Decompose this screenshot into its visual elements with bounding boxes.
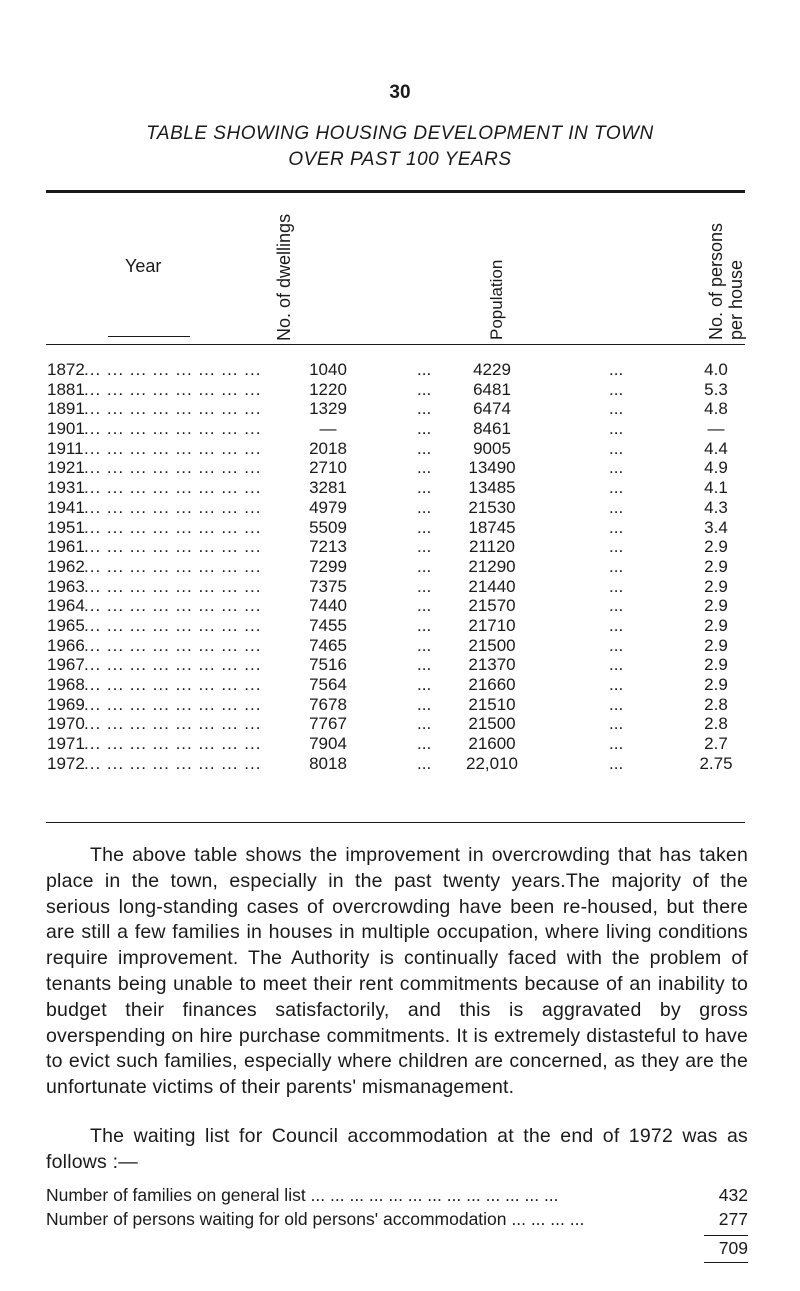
leader-dots: ... (417, 734, 432, 754)
table-row (0, 754, 800, 774)
cell-year: 1891 (47, 399, 85, 419)
table-row (0, 557, 800, 577)
cell-dwellings: 7767 (309, 714, 347, 734)
cell-persons-per-house: 2.9 (704, 576, 728, 596)
leader-dots: ... ... ... ... ... ... ... ... (84, 399, 262, 419)
leader-dots: ... (609, 694, 624, 714)
cell-year: 1921 (47, 458, 85, 478)
leader-dots: ... ... ... ... ... ... ... ... (84, 517, 262, 537)
leader-dots: ... (609, 615, 624, 635)
leader-dots: ... (609, 675, 624, 694)
cell-population: 22,010 (466, 753, 518, 773)
cell-persons-per-house: 4.9 (704, 458, 728, 478)
cell-dwellings: 5509 (309, 517, 347, 537)
cell-dwellings: 7904 (309, 734, 347, 754)
table-row (0, 596, 800, 616)
cell-population: 21600 (468, 734, 516, 754)
leader-dots: ... (609, 360, 624, 379)
leader-dots: ... (417, 596, 432, 616)
table-row (0, 577, 800, 597)
leader-dots: ... ... ... ... ... ... ... ... (84, 478, 262, 498)
leader-dots: ... ... ... ... ... ... ... ... (84, 379, 262, 399)
table-row (0, 734, 800, 754)
leader-dots: ... ... ... ... ... ... ... ... (84, 655, 262, 675)
cell-dwellings: 7440 (309, 596, 347, 616)
leader-dots: ... ... ... ... ... ... ... ... (84, 596, 262, 616)
cell-population: 21440 (468, 576, 516, 596)
table-row (0, 695, 800, 715)
table-bottom-rule (46, 822, 745, 823)
leader-dots: ... ... ... ... ... ... ... ... (84, 714, 262, 734)
header-dwellings: No. of dwellings (274, 213, 294, 341)
cell-year: 1911 (47, 438, 84, 458)
leader-dots: ... (609, 478, 624, 498)
cell-population: 21510 (468, 694, 516, 714)
cell-year: 1969 (47, 694, 85, 714)
leader-dots: ... (417, 694, 432, 714)
leader-dots: ... (609, 419, 624, 439)
cell-population: 8461 (473, 419, 511, 439)
cell-dwellings: 7516 (309, 655, 347, 675)
cell-population: 4229 (473, 360, 511, 379)
table-row (0, 636, 800, 656)
cell-population: 18745 (468, 517, 516, 537)
cell-persons-per-house: 2.9 (704, 537, 728, 557)
leader-dots: ... ... ... ... ... ... ... ... (84, 753, 262, 773)
leader-dots: ... (609, 379, 624, 399)
cell-year: 1962 (47, 556, 85, 576)
cell-year: 1881 (47, 379, 85, 399)
housing-table-body (0, 360, 800, 773)
table-row (0, 498, 800, 518)
leader-dots: ... (417, 714, 432, 734)
header-persons-line2: per house (726, 259, 746, 340)
cell-persons-per-house: 2.8 (704, 714, 728, 734)
cell-dwellings: 1329 (309, 399, 347, 419)
cell-year: 1967 (47, 655, 85, 675)
leader-dots: ... (609, 714, 624, 734)
cell-population: 13485 (468, 478, 516, 498)
leader-dots: ... ... ... ... ... ... ... ... (84, 497, 262, 517)
table-row (0, 399, 800, 419)
cell-dwellings: 4979 (309, 497, 347, 517)
cell-year: 1941 (47, 497, 85, 517)
cell-year: 1972 (47, 753, 85, 773)
leader-dots: ... (609, 497, 624, 517)
cell-dwellings: 7564 (309, 675, 347, 694)
cell-dwellings: 2710 (309, 458, 347, 478)
table-row (0, 655, 800, 675)
cell-persons-per-house: 5.3 (704, 379, 728, 399)
cell-year: 1968 (47, 675, 85, 694)
leader-dots: ... ... ... ... ... ... ... ... (84, 576, 262, 596)
waiting-list-label: Number of families on general list ... ... ... ... ... ... ... ... ... ... ... ... ... (46, 1185, 559, 1205)
leader-dots: ... (609, 655, 624, 675)
cell-year: 1931 (47, 478, 85, 498)
leader-dots: ... ... ... ... ... ... ... ... (84, 694, 262, 714)
table-row (0, 714, 800, 734)
cell-persons-per-house: 2.9 (704, 615, 728, 635)
waiting-list-label: Number of persons waiting for old persons' accommodation ... ... ... ... (46, 1209, 585, 1229)
cell-year: 1965 (47, 615, 85, 635)
cell-persons-per-house: 3.4 (704, 517, 728, 537)
cell-persons-per-house: 4.0 (704, 360, 728, 379)
cell-population: 21530 (468, 497, 516, 517)
table-title-line1: TABLE SHOWING HOUSING DEVELOPMENT IN TOWN (146, 123, 654, 144)
leader-dots: ... ... ... ... ... ... ... ... (84, 556, 262, 576)
cell-persons-per-house: 2.9 (704, 556, 728, 576)
cell-population: 21370 (468, 655, 516, 675)
leader-dots: ... ... ... ... ... ... ... ... (84, 419, 262, 439)
cell-population: 21500 (468, 635, 516, 655)
cell-persons-per-house: 4.8 (704, 399, 728, 419)
table-header-rule (46, 344, 745, 345)
cell-persons-per-house: 2.9 (704, 596, 728, 616)
leader-dots: ... (609, 517, 624, 537)
cell-year: 1966 (47, 635, 85, 655)
table-row (0, 616, 800, 636)
leader-dots: ... ... ... ... ... ... ... ... (84, 635, 262, 655)
table-title-line2: OVER PAST 100 YEARS (288, 149, 512, 170)
cell-persons-per-house: 2.9 (704, 655, 728, 675)
cell-dwellings: 7455 (309, 615, 347, 635)
cell-year: 1961 (47, 537, 85, 557)
leader-dots: ... (609, 556, 624, 576)
leader-dots: ... (417, 753, 432, 773)
page-number: 30 (389, 82, 411, 103)
leader-dots: ... (609, 753, 624, 773)
cell-persons-per-house: — (707, 419, 725, 439)
paragraph-overcrowding: The above table shows the improvement in overcrowding that has taken place in the town, especially in the past twenty years.The majority of the serious long-standing cases of overcrowding have been re-housed, but there are still a few families in houses in multiple occupation, where living conditions require improvement. The Authority is continually faced with the problem of tenants being unable to meet their rent commitments because of an inability to budget their finances satisfactorily, and this is aggravated by gross overspending on hire purchase commitments. It is extremely distasteful to have to evict such families, especially where children are concerned, as they are the unfortunate victims of their parents' mismanagement. (46, 844, 748, 1099)
leader-dots: ... (417, 635, 432, 655)
header-year-underline (108, 336, 190, 337)
cell-persons-per-house: 2.7 (704, 734, 728, 754)
table-top-rule (46, 190, 745, 193)
cell-dwellings: 7375 (309, 576, 347, 596)
leader-dots: ... (417, 399, 432, 419)
cell-population: 21570 (468, 596, 516, 616)
table-row (0, 360, 800, 380)
leader-dots: ... (609, 734, 624, 754)
cell-dwellings: 7678 (309, 694, 347, 714)
leader-dots: ... (417, 438, 432, 458)
table-row (0, 380, 800, 400)
leader-dots: ... (609, 576, 624, 596)
leader-dots: ... (417, 478, 432, 498)
leader-dots: ... (417, 615, 432, 635)
leader-dots: ... (609, 399, 624, 419)
waiting-list-total: 709 (718, 1238, 748, 1258)
leader-dots: ... (417, 655, 432, 675)
cell-persons-per-house: 2.9 (704, 635, 728, 655)
table-row (0, 518, 800, 538)
leader-dots: ... ... ... ... ... ... ... ... (84, 537, 262, 557)
total-rule-bottom (704, 1262, 748, 1263)
leader-dots: ... ... ... ... ... ... ... ... (84, 438, 262, 458)
leader-dots: ... (609, 537, 624, 557)
leader-dots: ... (417, 497, 432, 517)
cell-population: 21660 (468, 675, 516, 694)
leader-dots: ... (609, 458, 624, 478)
cell-population: 21710 (468, 615, 516, 635)
cell-year: 1964 (47, 596, 85, 616)
table-row (0, 478, 800, 498)
leader-dots: ... ... ... ... ... ... ... ... (84, 675, 262, 694)
leader-dots: ... (417, 675, 432, 694)
header-population: Population (487, 259, 506, 340)
table-row (0, 537, 800, 557)
cell-persons-per-house: 2.75 (699, 753, 733, 773)
header-persons-per-house (706, 195, 746, 340)
cell-population: 21120 (468, 537, 515, 557)
leader-dots: ... (417, 419, 432, 439)
cell-population: 9005 (473, 438, 511, 458)
cell-persons-per-house: 2.9 (704, 675, 728, 694)
cell-dwellings: 8018 (309, 753, 347, 773)
cell-population: 21290 (468, 556, 516, 576)
table-row (0, 458, 800, 478)
cell-year: 1901 (47, 419, 85, 439)
table-row (0, 439, 800, 459)
leader-dots: ... ... ... ... ... ... ... ... (84, 458, 262, 478)
waiting-list-value: 432 (718, 1185, 748, 1205)
cell-dwellings: 3281 (309, 478, 347, 498)
cell-year: 1971 (47, 734, 85, 754)
cell-persons-per-house: 4.1 (704, 478, 728, 498)
cell-dwellings: 7465 (309, 635, 347, 655)
leader-dots: ... (417, 360, 432, 379)
leader-dots: ... (417, 537, 432, 557)
leader-dots: ... ... ... ... ... ... ... ... (84, 360, 262, 379)
cell-dwellings: 7299 (309, 556, 347, 576)
cell-dwellings: — (319, 419, 337, 439)
cell-dwellings: 2018 (309, 438, 347, 458)
leader-dots: ... (417, 517, 432, 537)
table-row (0, 675, 800, 695)
leader-dots: ... (417, 379, 432, 399)
cell-dwellings: 7213 (309, 537, 347, 557)
header-year: Year (125, 256, 162, 276)
cell-dwellings: 1220 (309, 379, 347, 399)
header-persons-line1: No. of persons (706, 222, 726, 340)
cell-population: 13490 (468, 458, 516, 478)
cell-year: 1970 (47, 714, 85, 734)
cell-population: 6474 (473, 399, 511, 419)
leader-dots: ... (417, 556, 432, 576)
cell-year: 1951 (47, 517, 85, 537)
leader-dots: ... (417, 576, 432, 596)
cell-population: 6481 (473, 379, 511, 399)
paragraph-waiting-list: The waiting list for Council accommodation at the end of 1972 was as follows :— (46, 1125, 748, 1173)
cell-year: 1872 (47, 360, 85, 379)
cell-persons-per-house: 4.3 (704, 497, 728, 517)
leader-dots: ... (417, 458, 432, 478)
leader-dots: ... (609, 635, 624, 655)
table-row (0, 419, 800, 439)
cell-dwellings: 1040 (309, 360, 347, 379)
leader-dots: ... (609, 438, 624, 458)
cell-year: 1963 (47, 576, 85, 596)
cell-persons-per-house: 4.4 (704, 438, 728, 458)
total-rule-top (704, 1235, 748, 1236)
leader-dots: ... (609, 596, 624, 616)
cell-persons-per-house: 2.8 (704, 694, 728, 714)
leader-dots: ... ... ... ... ... ... ... ... (84, 734, 262, 754)
cell-population: 21500 (468, 714, 516, 734)
leader-dots: ... ... ... ... ... ... ... ... (84, 615, 262, 635)
waiting-list-value: 277 (718, 1209, 748, 1229)
